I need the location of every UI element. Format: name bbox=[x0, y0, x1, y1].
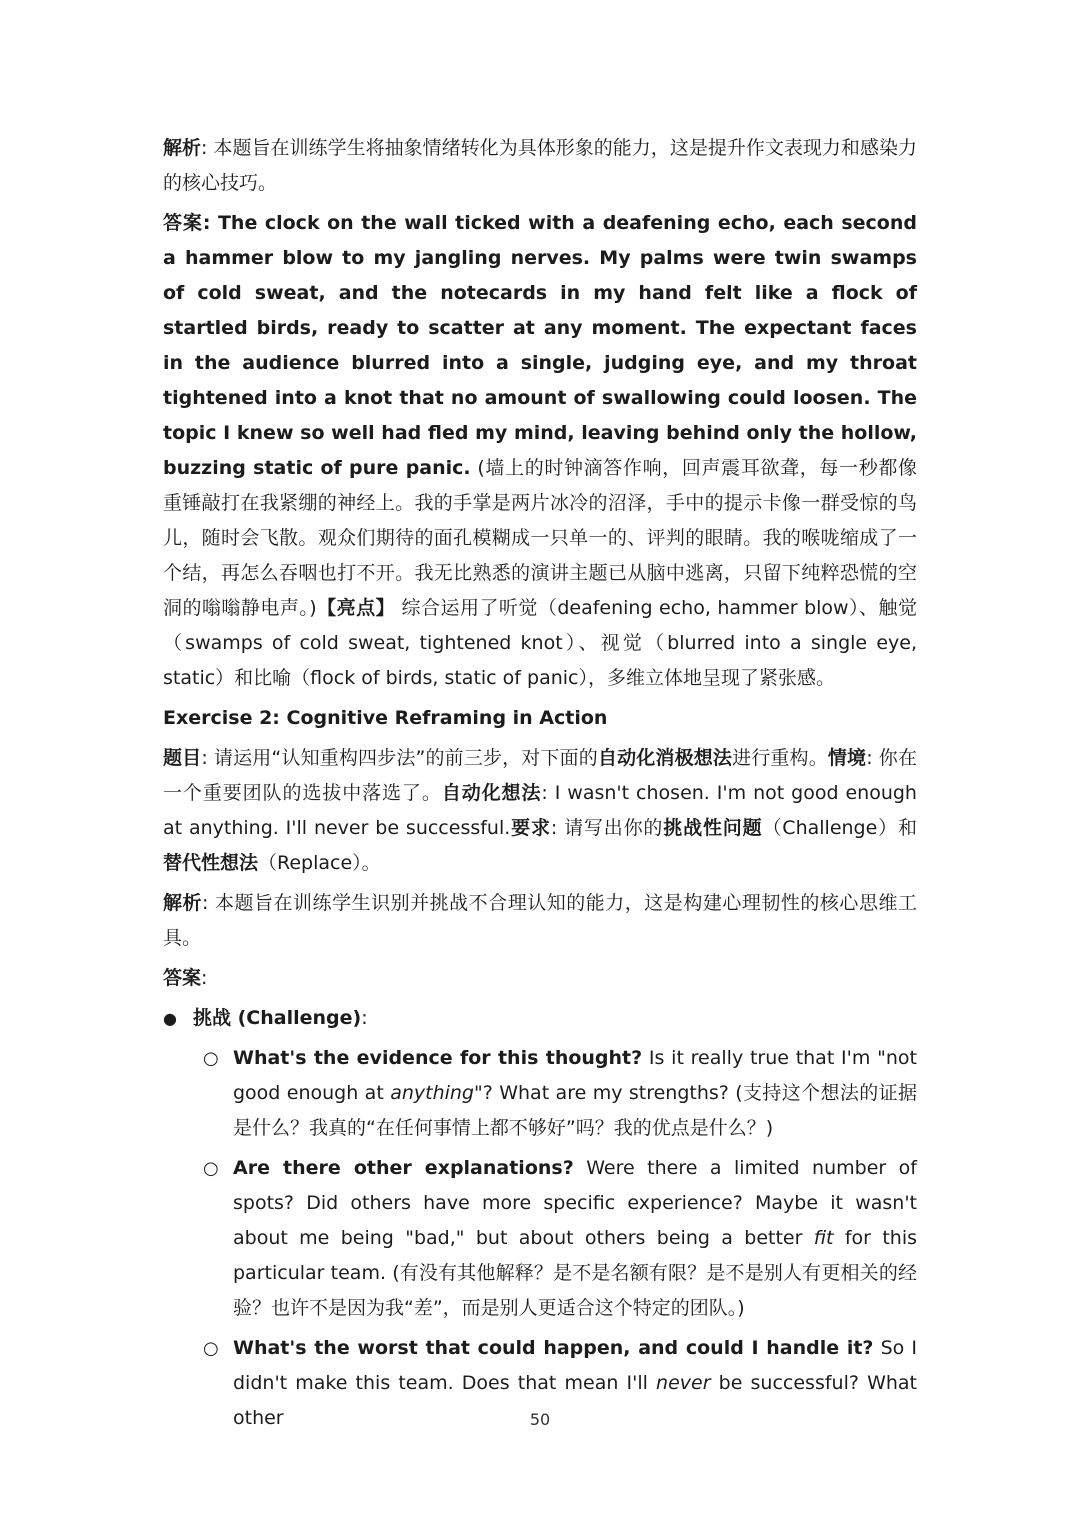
challenge-bullet bbox=[163, 1001, 917, 1036]
exercise-2-title: Exercise 2: Cognitive Reframing in Action bbox=[163, 707, 608, 729]
list-item-body: So I didn't make this team. Does that mean I'll bbox=[233, 1337, 918, 1394]
page-number: 50 bbox=[529, 1410, 551, 1429]
analysis-paragraph-1 bbox=[163, 131, 917, 201]
circle-bullet-icon: ○ bbox=[203, 1158, 219, 1179]
list-item bbox=[203, 1151, 917, 1326]
list-item-emphasis: never bbox=[656, 1372, 711, 1394]
answer-label: 答案 bbox=[163, 212, 203, 234]
analysis-label-2: 解析 bbox=[163, 892, 203, 914]
highlight-text: 综合运用了听觉（deafening echo, hammer blow）、触觉（swamps of cold sweat, tightened knot）、视觉（blurred into a single eye, static）和比喻（flock of birds, static of panic），多维立体地呈现了紧张感。 bbox=[163, 597, 917, 689]
question-paragraph bbox=[163, 741, 917, 881]
auto-thought-text: : I wasn't chosen. I'm not good enough at anything. I'll never be successful. bbox=[163, 782, 917, 839]
list-item-question: What's the worst that could happen, and could I handle it? bbox=[233, 1337, 874, 1359]
list-item-body: Were there a limited number of spots? Did others have more specific experience? Maybe it wasn't about me being "bad," but about others being a better bbox=[233, 1157, 917, 1249]
challenge-label: 挑战 (Challenge) bbox=[193, 1007, 362, 1029]
list-item-question: Are there other explanations? bbox=[233, 1157, 574, 1179]
question-text: : 请运用“认知重构四步法”的前三步，对下面的 bbox=[201, 747, 598, 769]
question-label: 题目 bbox=[163, 747, 202, 769]
list-item-body: Is it really true that I'm "not good enough at bbox=[233, 1047, 917, 1104]
analysis-paragraph-2 bbox=[163, 886, 917, 956]
answer-heading-2 bbox=[163, 961, 917, 996]
list-item-emphasis: fit bbox=[813, 1227, 834, 1249]
list-item-body-2: for this particular team. (有没有其他解释？是不是名额有限？是不是别人有更相关的经验？也许不是因为我“差”，而是别人更适合这个特定的团队。) bbox=[233, 1227, 917, 1319]
list-item-body-2: "? What are my strengths? (支持这个想法的证据是什么？我真的“在任何事情上都不够好”吗？我的优点是什么？) bbox=[233, 1082, 917, 1139]
answer-label-2: 答案 bbox=[163, 967, 202, 989]
list-item-emphasis: anything bbox=[390, 1082, 474, 1104]
analysis-text: : 本题旨在训练学生将抽象情绪转化为具体形象的能力，这是提升作文表现力和感染力的核心技巧。 bbox=[163, 137, 917, 194]
requirement-bold-replace: 替代性想法 bbox=[163, 852, 259, 874]
situation-label: 情境 bbox=[827, 747, 867, 769]
question-bold-term: 自动化消极想法 bbox=[597, 747, 733, 769]
circle-bullet-icon: ○ bbox=[203, 1338, 219, 1359]
circle-bullet-icon: ○ bbox=[203, 1048, 219, 1069]
answer-english-text: : The clock on the wall ticked with a deafening echo, each second a hammer blow to my jangling nerves. My palms were twin swamps of cold sweat, and the notecards in my hand felt like a flock of startled birds, ready to scatter at any moment. The expectant faces in the audience blurred into a single, judging eye, and my throat tightened into a knot that no amount of swallowing could loosen. The topic I knew so well had fled my mind, leaving behind only the hollow, buzzing static of pure panic. bbox=[163, 212, 917, 479]
requirement-bold-challenge: 挑战性问题 bbox=[663, 817, 763, 839]
answer-colon: : bbox=[201, 967, 208, 989]
bullet-dot-icon: ● bbox=[163, 1009, 177, 1028]
challenge-colon: : bbox=[361, 1007, 368, 1029]
page-content bbox=[163, 131, 917, 1441]
question-text-2: 进行重构。 bbox=[732, 747, 828, 769]
analysis-text-2: : 本题旨在训练学生识别并挑战不合理认知的能力，这是构建心理韧性的核心思维工具。 bbox=[163, 892, 917, 949]
situation-text: : 你在一个重要团队的选拔中落选了。 bbox=[163, 747, 917, 804]
list-item-text bbox=[233, 1151, 917, 1326]
requirement-text: : 请写出你的 bbox=[550, 817, 664, 839]
list-item-body-2: be successful? What other bbox=[233, 1372, 917, 1429]
highlight-label: 【亮点】 bbox=[316, 597, 396, 619]
auto-thought-label: 自动化想法 bbox=[441, 782, 542, 804]
answer-chinese-translation: (墙上的时钟滴答作响，回声震耳欲聋，每一秒都像重锤敲打在我紧绷的神经上。我的手掌是两片冰冷的沼泽，手中的提示卡像一群受惊的鸟儿，随时会飞散。观众们期待的面孔模糊成一只单一的、评判的眼睛。我的喉咙缩成了一个结，再怎么吞咽也打不开。我无比熟悉的演讲主题已从脑中逃离，只留下纯粹恐慌的空洞的嗡嗡静电声。) bbox=[163, 457, 917, 619]
requirement-label: 要求 bbox=[510, 817, 551, 839]
requirement-text-2: （Challenge）和 bbox=[762, 817, 917, 839]
list-item-text bbox=[233, 1041, 917, 1146]
answer-paragraph-1 bbox=[163, 206, 917, 696]
list-item bbox=[203, 1041, 917, 1146]
challenge-question-list bbox=[203, 1041, 917, 1436]
analysis-label: 解析 bbox=[163, 137, 202, 159]
requirement-text-3: （Replace）。 bbox=[258, 852, 381, 874]
list-item-question: What's the evidence for this thought? bbox=[233, 1047, 643, 1069]
